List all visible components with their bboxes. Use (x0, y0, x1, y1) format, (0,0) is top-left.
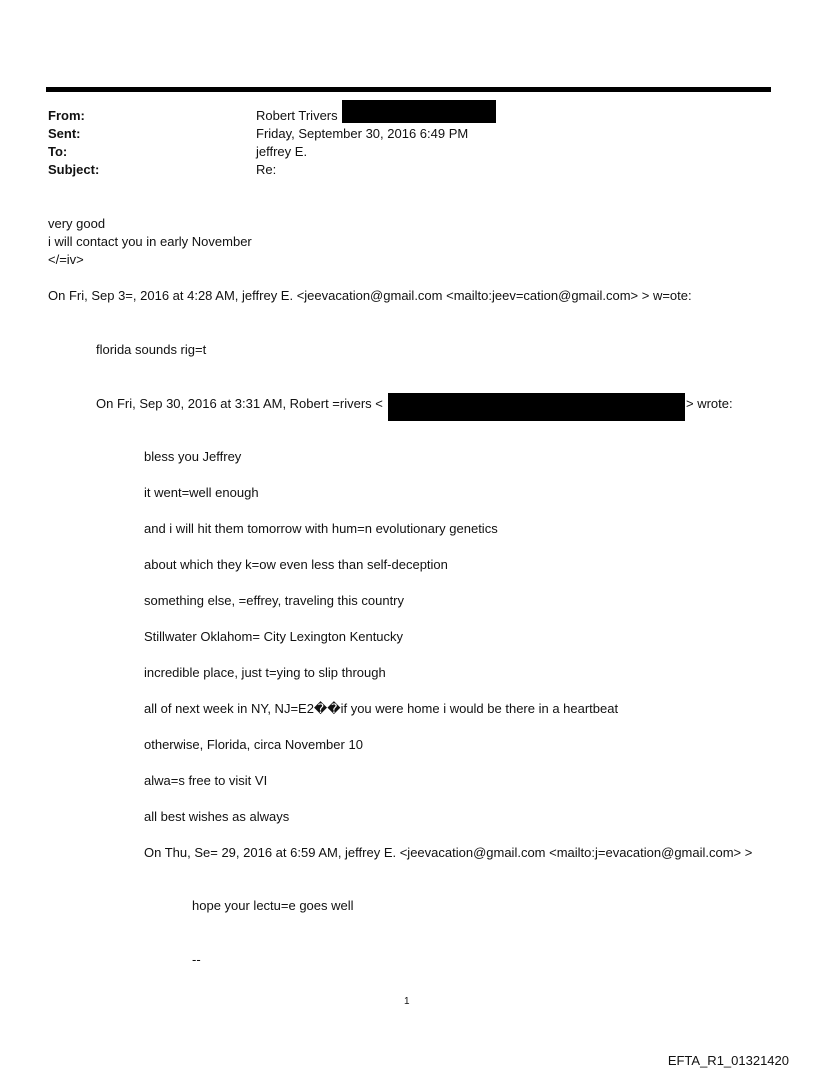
from-value: Robert Trivers (256, 108, 338, 123)
from-label: From: (48, 108, 85, 123)
page-number: 1 (404, 996, 410, 1007)
reply-line: </=iv> (48, 252, 84, 267)
sent-label: Sent: (48, 126, 81, 141)
quote2-attribution-end: > wrote: (686, 396, 733, 411)
reply-line: very good (48, 216, 106, 231)
redaction-from-email (342, 100, 496, 123)
quote2-line: incredible place, just t=ying to slip through (144, 665, 386, 680)
redaction-email (388, 393, 685, 421)
quote2-line: otherwise, Florida, circa November 10 (144, 737, 363, 752)
quote2-line: alwa=s free to visit VI (144, 773, 268, 788)
to-row (48, 143, 748, 161)
quote2-line: and i will hit them tomorrow with hum=n evolutionary genetics (144, 521, 498, 536)
signature-separator: -- (192, 952, 201, 967)
subject-row (48, 161, 748, 179)
subject-label: Subject: (48, 162, 100, 177)
to-label: To: (48, 144, 68, 159)
header-rule (46, 87, 771, 92)
quote1-text: florida sounds rig=t (96, 342, 207, 357)
quote1-attribution: On Fri, Sep 3=, 2016 at 4:28 AM, jeffrey E. <jeevacation@gmail.com <mailto:jeev=cation@gmail.com> > w=ote: (48, 288, 692, 303)
quote2-line: Stillwater Oklahom= City Lexington Kentucky (144, 629, 404, 644)
sent-value: Friday, September 30, 2016 6:49 PM (256, 126, 469, 141)
quote2-line: bless you Jeffrey (144, 449, 242, 464)
quote2-line: about which they k=ow even less than self-deception (144, 557, 448, 572)
quote2-line: it went=well enough (144, 485, 259, 500)
sent-row (48, 125, 748, 143)
quote2-line: something else, =effrey, traveling this country (144, 593, 405, 608)
quote3-attribution: On Thu, Se= 29, 2016 at 6:59 AM, jeffrey E. <jeevacation@gmail.com <mailto:j=evacation@gmail.com> > (144, 845, 753, 860)
reply-line: i will contact you in early November (48, 234, 252, 249)
document-id: EFTA_R1_01321420 (667, 1053, 789, 1068)
subject-value: Re: (256, 162, 277, 177)
quote2-line: all best wishes as always (144, 809, 290, 824)
quote3-text: hope your lectu=e goes well (192, 898, 354, 913)
quote2-attribution-start: On Fri, Sep 30, 2016 at 3:31 AM, Robert =rivers < (96, 396, 383, 411)
to-value: jeffrey E. (256, 144, 308, 159)
quote2-line: all of next week in NY, NJ=E2��if you were home i would be there in a heartbeat (144, 701, 619, 716)
